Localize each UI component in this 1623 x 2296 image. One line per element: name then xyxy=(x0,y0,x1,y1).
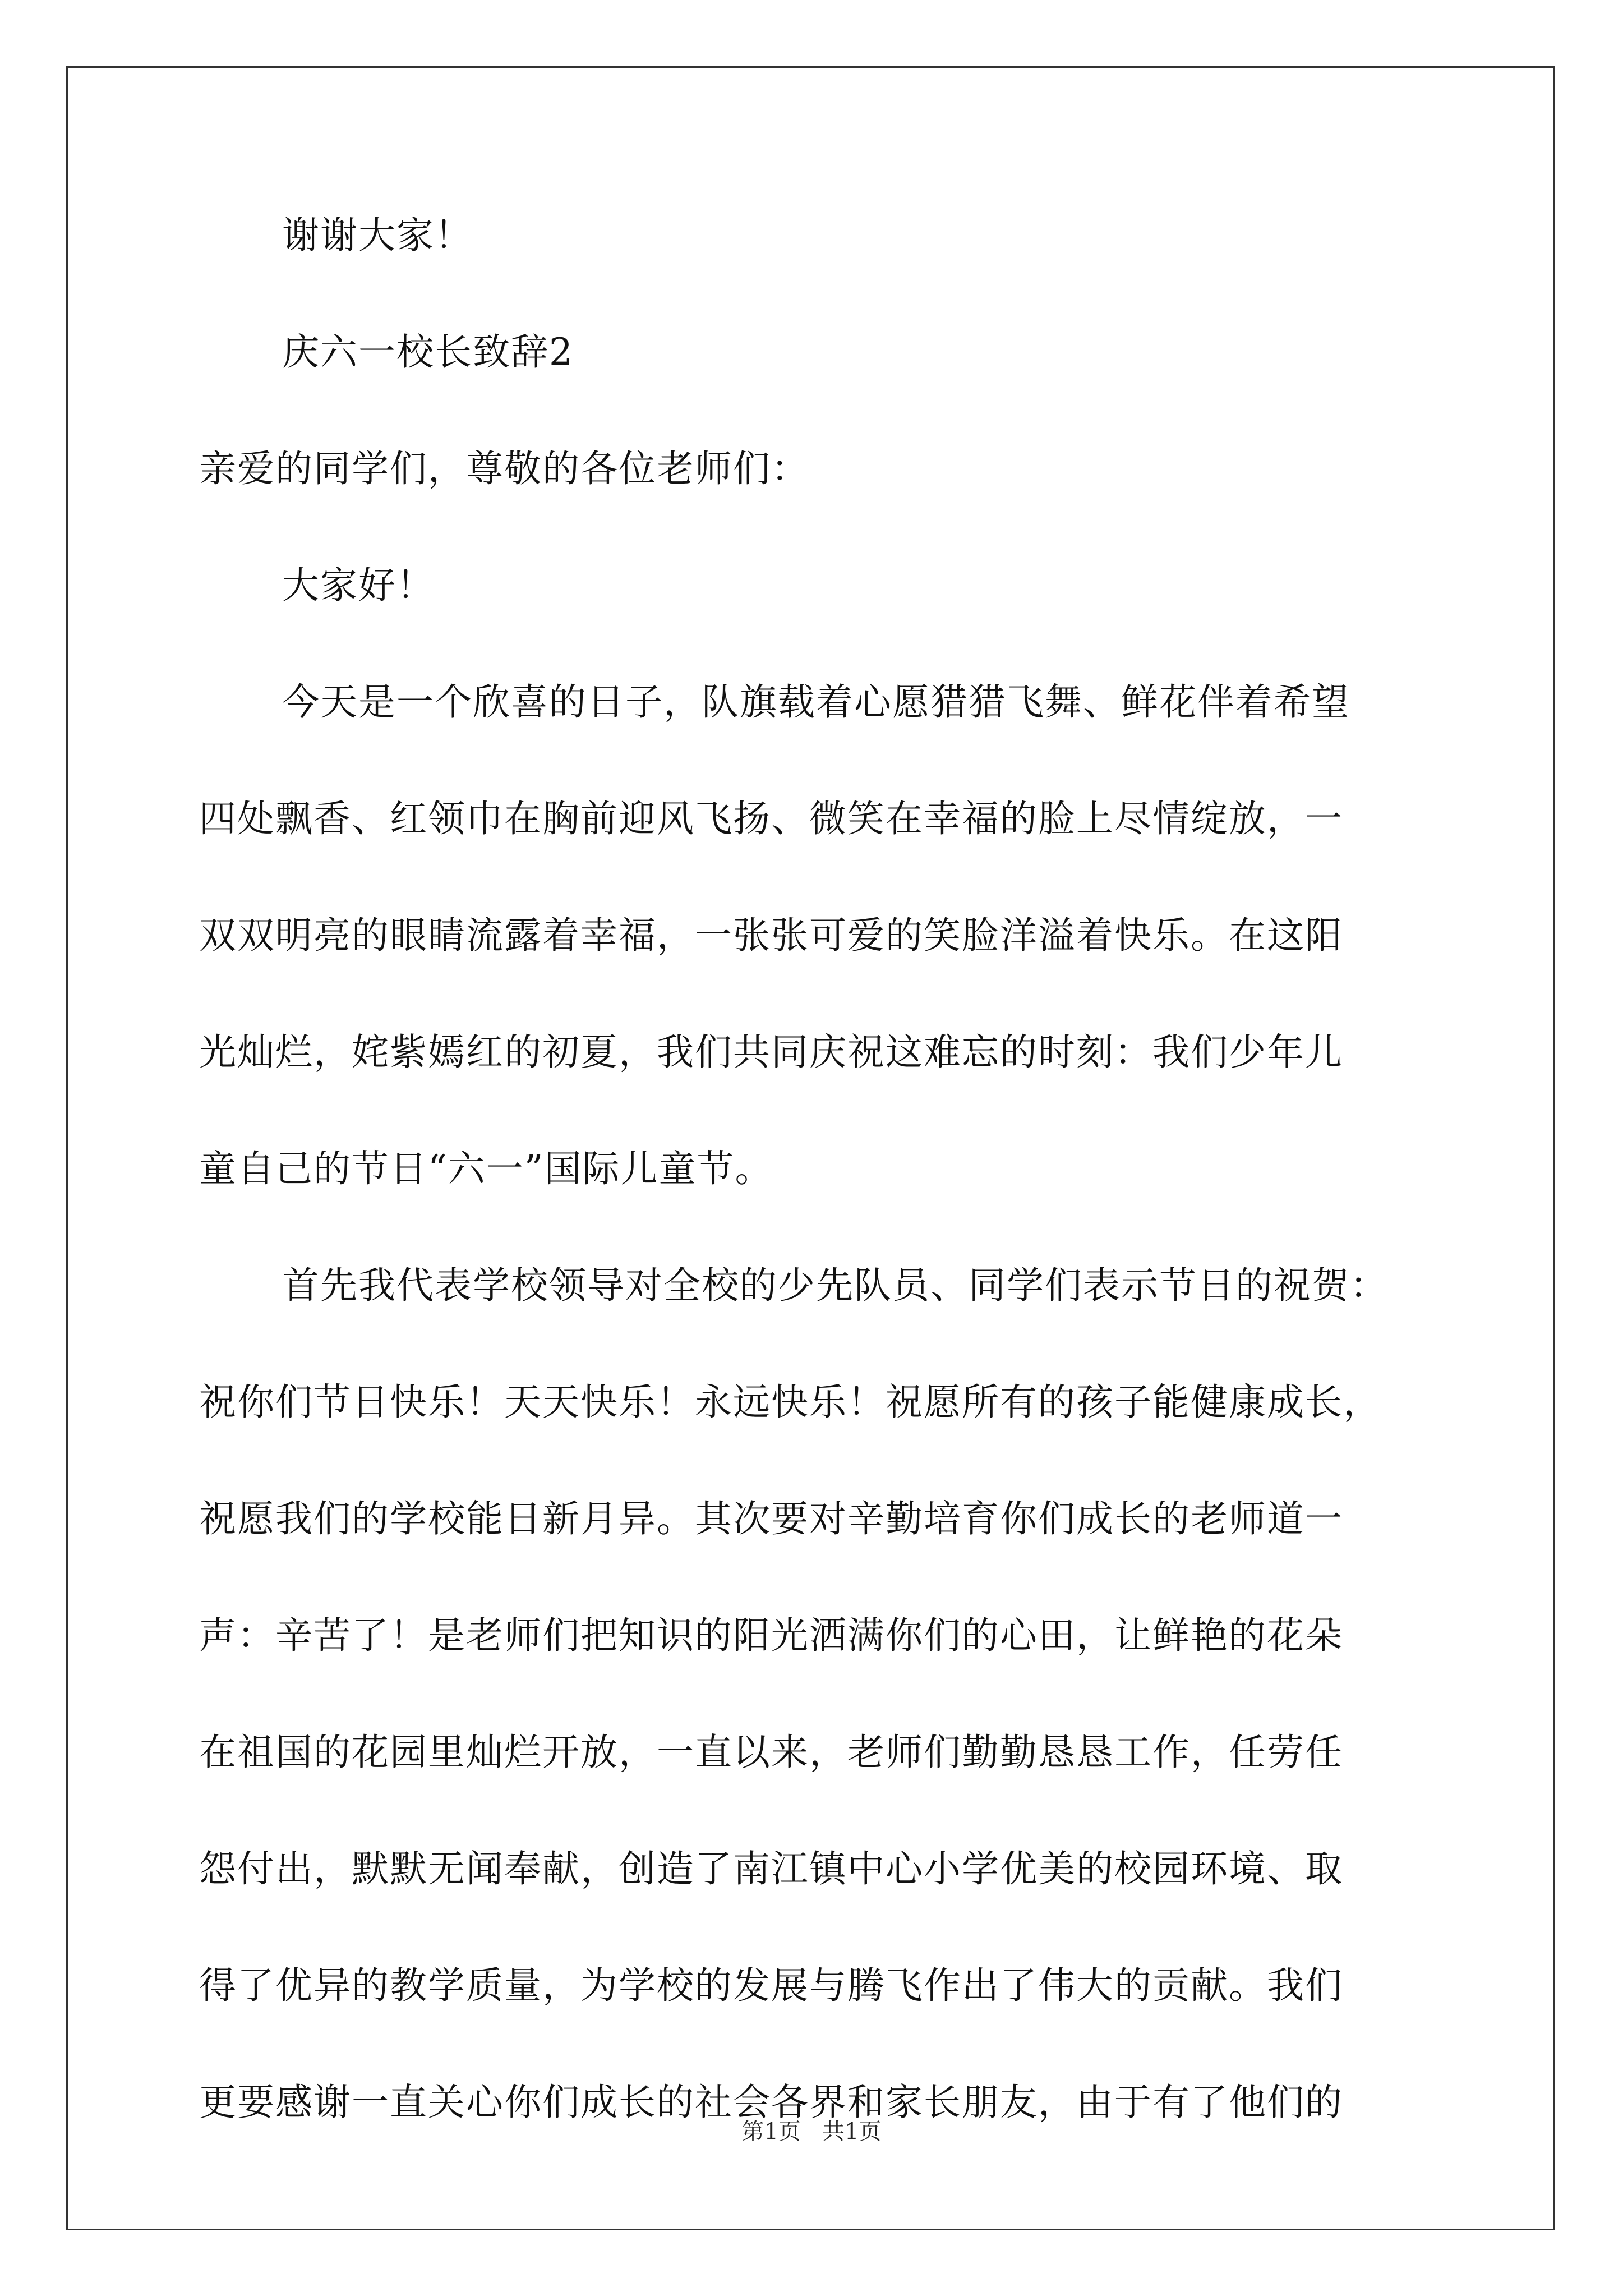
line-12: 祝愿我们的学校能日新月异。其次要对辛勤培育你们成长的老师道一 xyxy=(199,1497,1343,1540)
line-8: 光灿烂，姹紫嫣红的初夏，我们共同庆祝这难忘的时刻：我们少年儿 xyxy=(199,1030,1343,1074)
line-2: 庆六一校长致辞2 xyxy=(282,330,574,374)
line-17: 更要感谢一直关心你们成长的社会各界和家长朋友，由于有了他们的 xyxy=(199,2081,1343,2124)
line-10: 首先我代表学校领导对全校的少先队员、同学们表示节日的祝贺： xyxy=(282,1264,1388,1307)
line-4: 大家好！ xyxy=(282,564,435,607)
line-14: 在祖国的花园里灿烂开放，一直以来，老师们勤勤恳恳工作，任劳任 xyxy=(199,1731,1343,1774)
page-number-label: 第1页 共1页 xyxy=(741,2119,882,2145)
line-13: 声：辛苦了！是老师们把知识的阳光洒满你们的心田，让鲜艳的花朵 xyxy=(199,1614,1343,1657)
page-footer xyxy=(0,2118,1623,2146)
line-1: 谢谢大家！ xyxy=(282,214,473,257)
line-7: 双双明亮的眼睛流露着幸福，一张张可爱的笑脸洋溢着快乐。在这阳 xyxy=(199,914,1343,957)
line-11: 祝你们节日快乐！天天快乐！永远快乐！祝愿所有的孩子能健康成长， xyxy=(199,1381,1381,1424)
line-6: 四处飘香、红领巾在胸前迎风飞扬、微笑在幸福的脸上尽情绽放，一 xyxy=(199,797,1343,840)
line-15: 怨付出，默默无闻奉献，创造了南江镇中心小学优美的校园环境、取 xyxy=(199,1847,1343,1890)
line-3: 亲爱的同学们，尊敬的各位老师们： xyxy=(199,447,809,490)
line-9: 童自己的节日“六一”国际儿童节。 xyxy=(199,1147,773,1190)
line-16: 得了优异的教学质量，为学校的发展与腾飞作出了伟大的贡献。我们 xyxy=(199,1964,1343,2007)
line-5: 今天是一个欣喜的日子，队旗载着心愿猎猎飞舞、鲜花伴着希望 xyxy=(282,680,1350,724)
